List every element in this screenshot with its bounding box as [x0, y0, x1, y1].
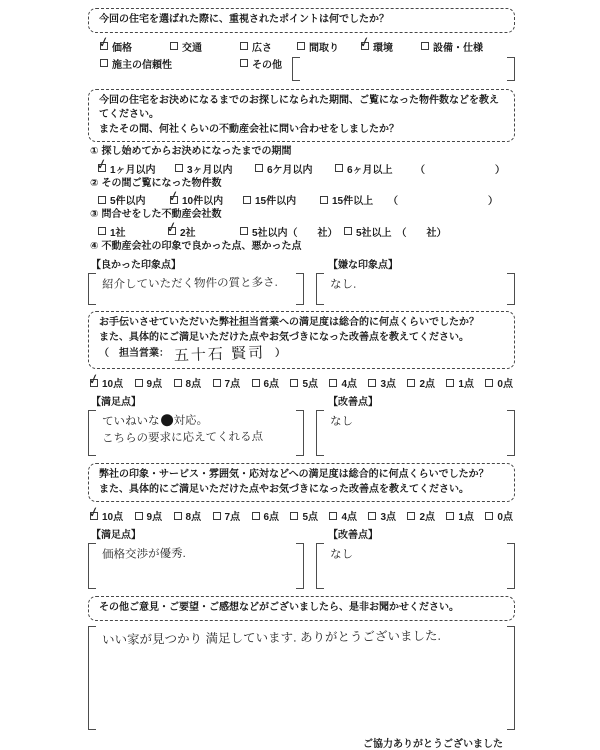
checkbox-icon[interactable] — [368, 512, 376, 520]
q4-score-7[interactable] — [213, 508, 241, 523]
q4-score-8[interactable] — [174, 508, 202, 523]
score-label: 4点 — [341, 379, 358, 390]
q2-option-over-5-companies[interactable] — [344, 224, 515, 239]
q2-item2-title — [88, 178, 515, 191]
q4-answer-labels — [88, 526, 515, 541]
checkbox-icon[interactable] — [100, 42, 108, 50]
q2-option-over-6-months[interactable] — [335, 161, 415, 176]
q3-score-5[interactable] — [290, 375, 318, 390]
good-impression-box[interactable] — [88, 273, 304, 305]
option-label: 5社以内（ 社） — [252, 227, 338, 239]
checkbox-icon[interactable] — [446, 512, 454, 520]
q4-score-0[interactable] — [485, 508, 513, 523]
q2-option-3-months[interactable] — [175, 161, 255, 176]
q1-option-size[interactable] — [240, 39, 297, 54]
section-q2 — [88, 89, 515, 306]
score-label: 10点 — [102, 379, 124, 390]
checkbox-icon[interactable] — [135, 379, 143, 387]
checkbox-icon[interactable] — [90, 512, 98, 520]
score-label: 8点 — [185, 512, 202, 523]
section-q4 — [88, 463, 515, 589]
score-label: 0点 — [497, 512, 513, 523]
checkbox-icon[interactable] — [407, 512, 415, 520]
q3-staff-line — [99, 345, 504, 364]
checkbox-icon[interactable] — [213, 512, 221, 520]
checkbox-icon[interactable] — [252, 379, 260, 387]
option-label: 間取り — [309, 42, 339, 54]
q1-options — [88, 39, 515, 81]
q4-score-9[interactable] — [135, 508, 163, 523]
q2-item3-title — [88, 209, 515, 222]
q3-score-7[interactable] — [213, 375, 241, 390]
q4-improvement-box[interactable] — [316, 543, 515, 589]
q4-score-row — [88, 508, 515, 523]
q4-header-line1: 弊社の印象・サービス・雰囲気・応対などへの満足度は総合的に何点くらいでしたか？ — [99, 469, 489, 480]
checkbox-icon[interactable] — [168, 227, 176, 235]
handwriting-text: ていねいな — [102, 415, 160, 428]
q3-score-6[interactable] — [252, 375, 280, 390]
bad-impression-handwriting: なし. — [330, 278, 357, 291]
score-label: 6点 — [263, 379, 280, 390]
q1-option-other[interactable] — [240, 56, 292, 71]
section-q3 — [88, 311, 515, 456]
checkbox-icon[interactable] — [240, 59, 248, 67]
q1-options-row1 — [100, 39, 515, 54]
q4-satisfaction-label: 【満足点】 — [91, 530, 141, 541]
q4-satisfaction-handwriting: 価格交渉が優秀. — [102, 547, 186, 561]
q1-option-owner-trust[interactable] — [100, 56, 240, 71]
score-label: 4点 — [341, 512, 358, 523]
score-label: 1点 — [458, 379, 474, 390]
q4-header-line2: また、具体的にご満足いただけた点やお気づきになった改善点を教えてください。 — [99, 483, 469, 495]
checkbox-icon[interactable] — [174, 379, 182, 387]
q4-score-10[interactable] — [90, 508, 123, 523]
q2-header-box — [88, 89, 515, 143]
checkbox-icon[interactable] — [485, 512, 493, 520]
q1-header-box — [88, 8, 515, 33]
checkbox-icon[interactable] — [329, 379, 337, 387]
score-label: 5点 — [302, 379, 319, 390]
q1-option-equipment-spec[interactable] — [421, 39, 515, 54]
score-label: 2点 — [419, 379, 435, 390]
q2-option-within-5-properties[interactable] — [98, 192, 170, 207]
score-label: 3点 — [380, 379, 397, 390]
checkbox-icon[interactable] — [240, 42, 248, 50]
q4-score-3[interactable] — [368, 508, 396, 523]
q4-score-2[interactable] — [407, 508, 435, 523]
q3-satisfaction-box[interactable] — [88, 410, 304, 456]
item-title-text: 問合せをした不動産会社数 — [101, 209, 222, 220]
q3-score-3[interactable] — [368, 375, 396, 390]
score-label: 1点 — [458, 512, 474, 523]
q3-header-line1: お手伝いさせていただいた弊社担当営業への満足度は総合的に何点くらいでしたか？ — [99, 317, 479, 328]
checkbox-icon[interactable] — [135, 512, 143, 520]
q3-header-box — [88, 311, 515, 369]
score-label: 3点 — [380, 512, 397, 523]
checkbox-icon[interactable] — [290, 379, 298, 387]
q3-improvement-handwriting: なし — [330, 415, 354, 428]
q5-header-box — [88, 596, 515, 621]
q3-score-1[interactable] — [446, 375, 474, 390]
good-impression-label: 【良かった印象点】 — [91, 260, 181, 271]
option-label: その他 — [252, 59, 282, 71]
q1-header-text: 今回の住宅を選ばれた際に、重視されたポイントは何でしたか？ — [99, 14, 389, 25]
score-label: 7点 — [224, 512, 241, 523]
q4-answers — [88, 543, 515, 589]
q2-option-within-10-properties[interactable] — [170, 192, 243, 207]
q2-impression-labels — [88, 256, 515, 271]
bad-impression-box[interactable] — [316, 273, 515, 305]
score-label: 10点 — [102, 512, 124, 523]
q2-item1-options — [88, 161, 515, 176]
option-label: 6ヶ月以上 — [347, 164, 393, 176]
q3-score-0[interactable] — [485, 375, 513, 390]
q4-improvement-handwriting: なし — [330, 548, 354, 561]
checkbox-icon[interactable] — [361, 42, 369, 50]
q4-score-1[interactable] — [446, 508, 474, 523]
q3-score-8[interactable] — [174, 375, 202, 390]
checkbox-icon[interactable] — [174, 512, 182, 520]
q3-score-9[interactable] — [135, 375, 163, 390]
q5-comment-box[interactable] — [88, 626, 515, 730]
score-label: 0点 — [497, 379, 513, 390]
checkbox-icon[interactable] — [170, 42, 178, 50]
q3-score-10[interactable] — [90, 375, 123, 390]
item-number: ① — [90, 146, 99, 157]
q1-options-row2 — [100, 56, 515, 81]
footer-thanks: ご協力ありがとうございました — [363, 738, 503, 750]
item-title-text: その間ご覧になった物件数 — [101, 177, 222, 189]
checkbox-icon[interactable] — [98, 227, 106, 235]
score-label: 8点 — [185, 379, 202, 390]
fill-in-blank[interactable]: （ ） — [388, 196, 498, 207]
checkbox-icon[interactable] — [485, 379, 493, 387]
checkbox-icon[interactable] — [297, 42, 305, 50]
q1-option-floorplan[interactable] — [297, 39, 361, 54]
option-label: 1社 — [110, 227, 126, 239]
item-title-text: 不動産会社の印象で良かった点、悪かった点 — [101, 240, 302, 252]
handwriting-text: 対応。 — [173, 414, 209, 428]
q4-satisfaction-box[interactable] — [88, 543, 304, 589]
checkbox-icon[interactable] — [98, 164, 106, 172]
q3-answer-labels — [88, 393, 515, 408]
q2-header-line1: 今回の住宅をお決めになるまでのお探しになられた期間、ご覧になった物件数などを教えてください。 — [99, 94, 499, 120]
q2-option-6-months[interactable] — [255, 161, 335, 176]
q2-item2-options — [88, 192, 515, 207]
checkbox-icon[interactable] — [421, 42, 429, 50]
q2-list — [88, 146, 515, 305]
option-label: 5社以上 （ 社） — [356, 227, 447, 239]
questionnaire-sheet — [88, 0, 515, 750]
q4-header-box — [88, 463, 515, 502]
score-label: 9点 — [146, 379, 163, 390]
score-label: 9点 — [146, 512, 163, 523]
staff-label-close: ） — [275, 348, 286, 360]
checkbox-icon[interactable] — [240, 227, 248, 235]
q2-header-line2: またその間、何社くらいの不動産会社に問い合わせをしましたか？ — [99, 123, 399, 135]
q5-header-text: その他ご意見・ご要望・ご感想などがございましたら、是非お聞かせください。 — [99, 602, 459, 613]
checkbox-icon[interactable] — [407, 379, 415, 387]
item-number: ③ — [90, 209, 99, 220]
q2-option-over-15-properties[interactable] — [320, 192, 388, 207]
q1-other-input-area[interactable] — [292, 57, 515, 81]
q3-score-row — [88, 375, 515, 390]
option-label: 6ケ月以内 — [267, 164, 313, 176]
q4-improvement-label: 【改善点】 — [328, 530, 378, 541]
checkbox-icon[interactable] — [98, 196, 106, 204]
option-label: 価格 — [112, 42, 132, 54]
option-label: 施主の信頼性 — [112, 59, 172, 71]
section-q5 — [88, 596, 515, 730]
item-number: ② — [90, 177, 99, 189]
q3-score-2[interactable] — [407, 375, 435, 390]
checkbox-icon[interactable] — [90, 379, 98, 387]
option-label: 5件以内 — [110, 196, 146, 207]
q2-option-within-15-properties[interactable] — [243, 192, 320, 207]
score-label: 7点 — [224, 379, 241, 390]
fill-in-blank[interactable]: （ ） — [415, 164, 505, 176]
q2-item1-title — [88, 146, 515, 159]
score-label: 6点 — [263, 512, 280, 523]
q3-score-4[interactable] — [329, 375, 357, 390]
checkbox-icon[interactable] — [290, 512, 298, 520]
q2-option-1-month[interactable] — [98, 161, 175, 176]
checkbox-icon[interactable] — [213, 379, 221, 387]
bad-impression-label: 【嫌な印象点】 — [328, 260, 398, 271]
q1-option-transit[interactable] — [170, 39, 240, 54]
q4-score-5[interactable] — [290, 508, 318, 523]
checkbox-icon[interactable] — [329, 512, 337, 520]
q2-item4-title — [88, 241, 515, 254]
scribble-blot — [161, 414, 173, 426]
q2-option-1-company[interactable] — [98, 224, 168, 239]
option-label: 交通 — [182, 42, 202, 54]
checkbox-icon[interactable] — [335, 164, 343, 172]
q5-comment-handwriting: いい家が見つかり 満足しています. ありがとうございました. — [102, 628, 442, 647]
q4-score-4[interactable] — [329, 508, 357, 523]
checkbox-icon[interactable] — [243, 196, 251, 204]
checkbox-icon[interactable] — [100, 59, 108, 67]
item-number: ④ — [90, 240, 99, 252]
checkbox-icon[interactable] — [320, 196, 328, 204]
q1-option-price[interactable] — [100, 39, 170, 54]
q2-item3-options — [88, 224, 515, 239]
option-label: 広さ — [252, 42, 272, 54]
score-label: 5点 — [302, 512, 319, 523]
checkbox-icon[interactable] — [446, 379, 454, 387]
checkbox-icon[interactable] — [344, 227, 352, 235]
q1-option-environment[interactable] — [361, 39, 421, 54]
q3-answers — [88, 410, 515, 456]
section-q1 — [88, 8, 515, 81]
q2-option-2-companies[interactable] — [168, 224, 240, 239]
checkbox-icon[interactable] — [175, 164, 183, 172]
q3-header-line2: また、具体的にご満足いただけた点やお気づきになった改善点を教えてください。 — [99, 331, 469, 343]
good-impression-handwriting: 紹介していただく物件の質と多さ. — [102, 276, 278, 291]
staff-label: （ 担当営業： — [99, 348, 169, 360]
option-label: 1ヶ月以内 — [110, 164, 156, 176]
q2-option-within-5-companies[interactable] — [240, 224, 344, 239]
option-label: 15件以上 — [332, 196, 374, 207]
checkbox-icon[interactable] — [252, 512, 260, 520]
q2-impression-answers — [88, 273, 515, 305]
option-label: 設備・仕様 — [433, 42, 483, 54]
checkbox-icon[interactable] — [170, 196, 178, 204]
staff-name-handwriting: 五十石 賢司 — [173, 344, 266, 365]
item-title-text: 探し始めてからお決めになったまでの期間 — [101, 146, 292, 157]
q3-satisfaction-handwriting-line2: こちらの要求に応えてくれる点 — [102, 431, 264, 446]
q3-improvement-box[interactable] — [316, 410, 515, 456]
option-label: 環境 — [373, 42, 393, 54]
q3-satisfaction-label: 【満足点】 — [91, 397, 141, 408]
score-label: 2点 — [419, 512, 435, 523]
option-label: 10件以内 — [182, 196, 224, 207]
option-label: 2社 — [180, 227, 196, 239]
checkbox-icon[interactable] — [255, 164, 263, 172]
checkbox-icon[interactable] — [368, 379, 376, 387]
option-label: 15件以内 — [255, 196, 297, 207]
option-label: 3ヶ月以内 — [187, 164, 233, 176]
q4-score-6[interactable] — [252, 508, 280, 523]
q3-improvement-label: 【改善点】 — [328, 397, 378, 408]
